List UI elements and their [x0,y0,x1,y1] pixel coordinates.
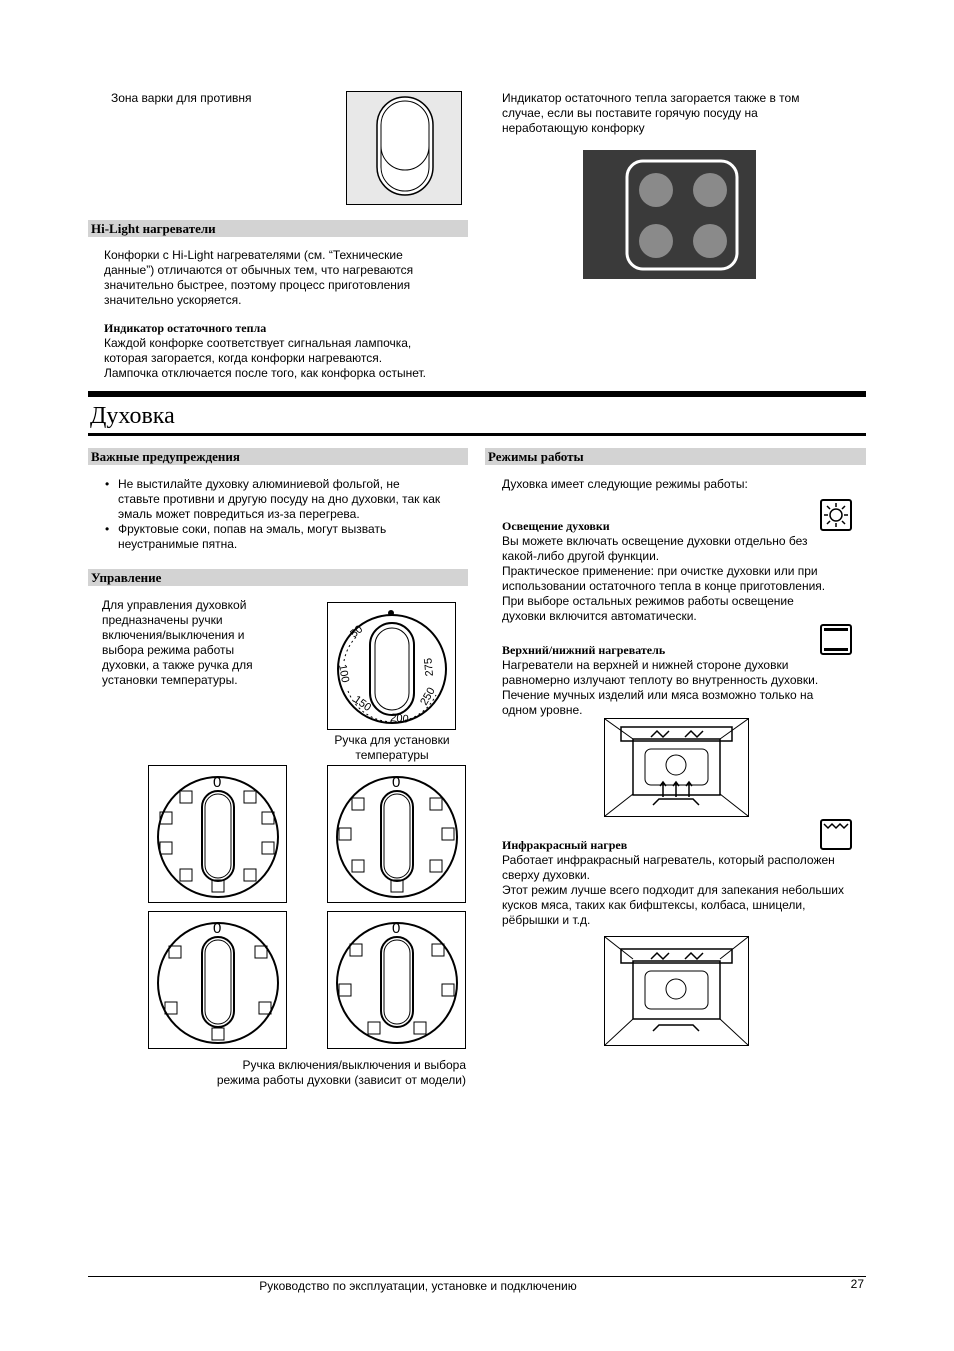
text-line: одном уровне. [502,703,583,717]
text-line: Практическое применение: при очистке духовки или при [502,564,818,578]
top-bottom-heater-body [502,658,862,718]
oven-light-body [502,534,862,624]
modes-header: Режимы работы [485,448,866,465]
modes-intro: Духовка имеет следующие режимы работы: [502,477,748,491]
hilight-body [104,248,464,308]
text-line: Индикатор остаточного тепла загорается также в том [502,91,800,105]
text-line: Для управления духовкой [102,598,247,612]
footer-rule [88,1276,866,1277]
residual-indicator-title: Индикатор остаточного тепла [104,321,267,335]
text-line: Работает инфракрасный нагреватель, который расположен [502,853,835,867]
text-line: кусков мяса, таких как бифштексы, колбаса, шницели, [502,898,806,912]
page-number: 27 [850,1277,864,1291]
text-line: значительно ускоряется. [104,293,242,307]
temp-label-50: 50 [348,623,366,641]
text-line: Лампочка отключается после того, как конфорка остынет. [104,366,426,380]
text-line: которая загорается, когда конфорки нагреваются. [104,351,383,365]
text-line: Ручка для установки [334,733,450,747]
text-line: неустранимые пятна. [118,537,238,551]
text-line: выбора режима работы [102,643,235,657]
text-line: Этот режим лучше всего подходит для запекания небольших [502,883,844,897]
text-line: данные”) отличаются от обычных тем, что нагреваются [104,263,414,277]
warnings-header: Важные предупреждения [88,448,468,465]
text-line: рёбрышки и т.д. [502,913,591,927]
infrared-heater-icon [820,819,852,850]
temp-label-150: 150 [351,693,374,714]
text-line: духовки включится автоматически. [502,609,697,623]
hob-indicator-illustration [583,150,756,279]
warnings-list [102,477,472,552]
selector-knob-variant-2 [327,765,466,903]
list-item [102,522,472,552]
text-line: Вы можете включать освещение духовки отдельно без [502,534,808,548]
selector-zero-label: 0 [213,920,222,937]
selector-knob-variant-3 [148,911,287,1049]
text-line: Конфорки с Hi-Light нагревателями (см. “Технические [104,248,403,262]
text-line: духовки, а также ручка для [102,658,253,672]
residual-heat-note [502,91,862,136]
text-line: Каждой конфорке соответствует сигнальная лампочка, [104,336,412,350]
temp-label-100: 100 [336,663,352,684]
selector-knob-variant-4 [327,911,466,1049]
text-line: сверху духовки. [502,868,590,882]
oven-cavity-infrared-illustration [604,936,749,1046]
text-line: равномерно излучают теплоту во внутренность духовки. [502,673,819,687]
selector-knob-caption [148,1058,466,1088]
selector-knob-variant-1 [148,765,287,903]
section-rule-top [88,391,866,397]
text-line: При выборе остальных режимов работы освещение [502,594,794,608]
control-body [102,598,322,688]
text-line: Печение мучных изделий или мяса возможно только на [502,688,814,702]
selector-zero-label: 0 [392,920,401,937]
top-bottom-heater-icon [820,624,852,655]
infrared-title: Инфракрасный нагрев [502,838,628,852]
text-line: Ручка включения/выключения и выбора [242,1058,466,1072]
infrared-body [502,853,864,928]
oven-light-icon [820,499,852,531]
section-rule-bottom [88,433,866,436]
oven-section-title: Духовка [90,403,175,429]
text-line: установки температуры. [102,673,238,687]
text-line: использовании остаточного тепла в конце приготовления. [502,579,826,593]
oven-light-title: Освещение духовки [502,519,610,533]
hilight-header: Hi-Light нагреватели [88,220,468,237]
temperature-knob-illustration [327,602,456,730]
temp-label-200: 200 [389,712,410,726]
text-line: какой-либо другой функции. [502,549,660,563]
text-line: включения/выключения и [102,628,245,642]
text-line: ставьте противни и другую посуду на дно духовки, так как [118,492,441,506]
selector-zero-label: 0 [392,774,401,791]
residual-indicator-body [104,336,474,381]
footer-text: Руководство по эксплуатации, установке и подключению [259,1279,577,1293]
zone-caption: Зона варки для противня [111,91,252,105]
text-line: неработающую конфорку [502,121,645,135]
text-line: значительно быстрее, поэтому процесс приготовления [104,278,411,292]
control-header: Управление [88,569,468,586]
selector-zero-label: 0 [213,774,222,791]
roaster-zone-illustration [346,91,462,205]
text-line: режима работы духовки (зависит от модели) [216,1073,466,1087]
text-line: температуры [355,748,429,762]
text-line: случае, если вы поставите горячую посуду на [502,106,758,120]
text-line: • Не выстилайте духовку алюминиевой фольгой, не [118,477,400,491]
temp-label-250: 250 [418,685,438,708]
text-line: • Фруктовые соки, попав на эмаль, могут вызвать [118,522,387,536]
text-line: Нагреватели на верхней и нижней стороне духовки [502,658,789,672]
temp-label-275: 275 [422,657,436,677]
text-line: эмаль может повредиться из-за перегрева. [118,507,360,521]
text-line: предназначены ручки [102,613,223,627]
oven-cavity-top-bottom-illustration [604,718,749,817]
temperature-knob-caption [327,733,457,763]
list-item [102,477,472,522]
top-bottom-heater-title: Верхний/нижний нагреватель [502,643,666,657]
